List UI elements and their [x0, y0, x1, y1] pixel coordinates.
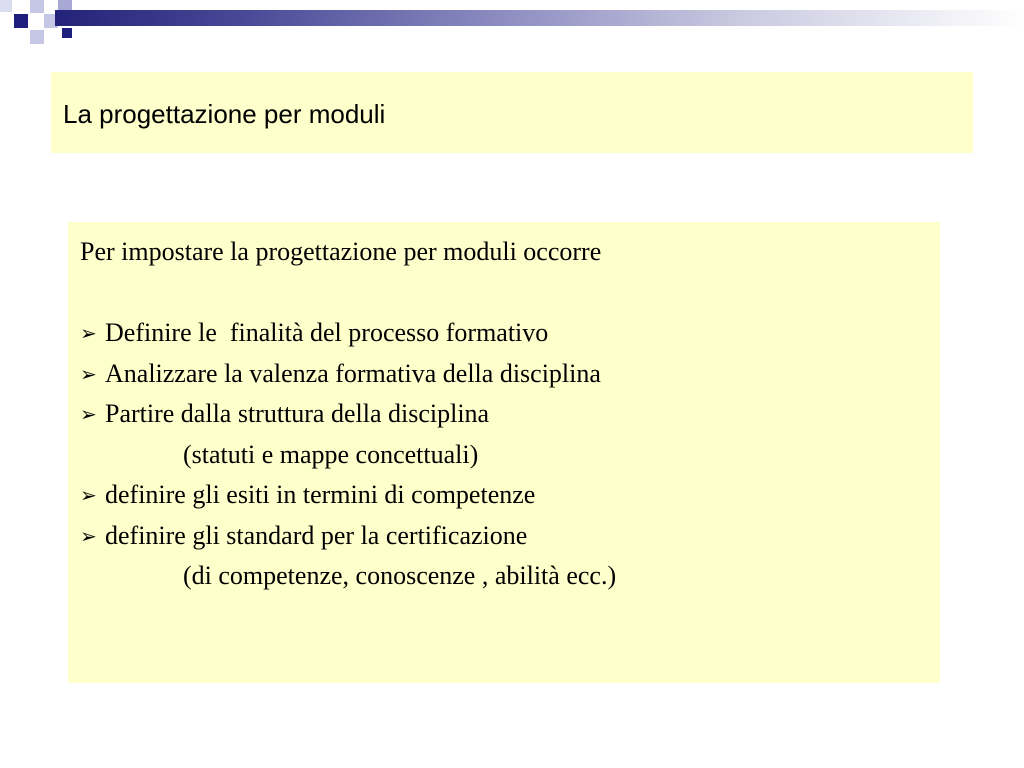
decorative-square: [62, 28, 72, 38]
decorative-gradient-bar: [55, 10, 1024, 26]
list-item: [80, 475, 928, 516]
arrow-bullet-icon: ➢: [80, 321, 97, 345]
list-item-text: definire gli standard per la certificazione: [105, 520, 528, 550]
list-item: [80, 394, 928, 435]
list-item-subtext: (statuti e mappe concettuali): [183, 439, 479, 469]
arrow-bullet-icon: ➢: [80, 402, 97, 426]
decorative-square: [58, 0, 72, 10]
list-item-text: definire gli esiti in termini di competenze: [105, 480, 536, 509]
list-item-text: Definire le finalità del processo formativo: [105, 318, 549, 347]
list-item-text: Partire dalla struttura della disciplina: [105, 399, 490, 428]
decorative-square: [30, 30, 44, 44]
blank-line: [80, 273, 928, 314]
list-item: [80, 313, 928, 354]
arrow-bullet-icon: ➢: [80, 483, 97, 507]
list-item-text: Analizzare la valenza formativa della disciplina: [105, 358, 601, 388]
list-item: [80, 354, 928, 395]
decorative-square: [30, 0, 44, 13]
title-box: [51, 72, 973, 153]
slide-title: La progettazione per moduli: [63, 99, 386, 129]
decorative-square: [14, 14, 28, 28]
list-item-subtext: (di competenze, conoscenze , abilità ecc.): [183, 561, 617, 590]
arrow-bullet-icon: ➢: [80, 523, 97, 548]
content-box: [68, 222, 940, 683]
intro-text: Per impostare la progettazione per moduli occorre: [80, 237, 602, 266]
arrow-bullet-icon: ➢: [80, 361, 97, 386]
decorative-banner: [0, 0, 1024, 70]
decorative-square: [0, 0, 12, 12]
list-item: [80, 516, 928, 557]
